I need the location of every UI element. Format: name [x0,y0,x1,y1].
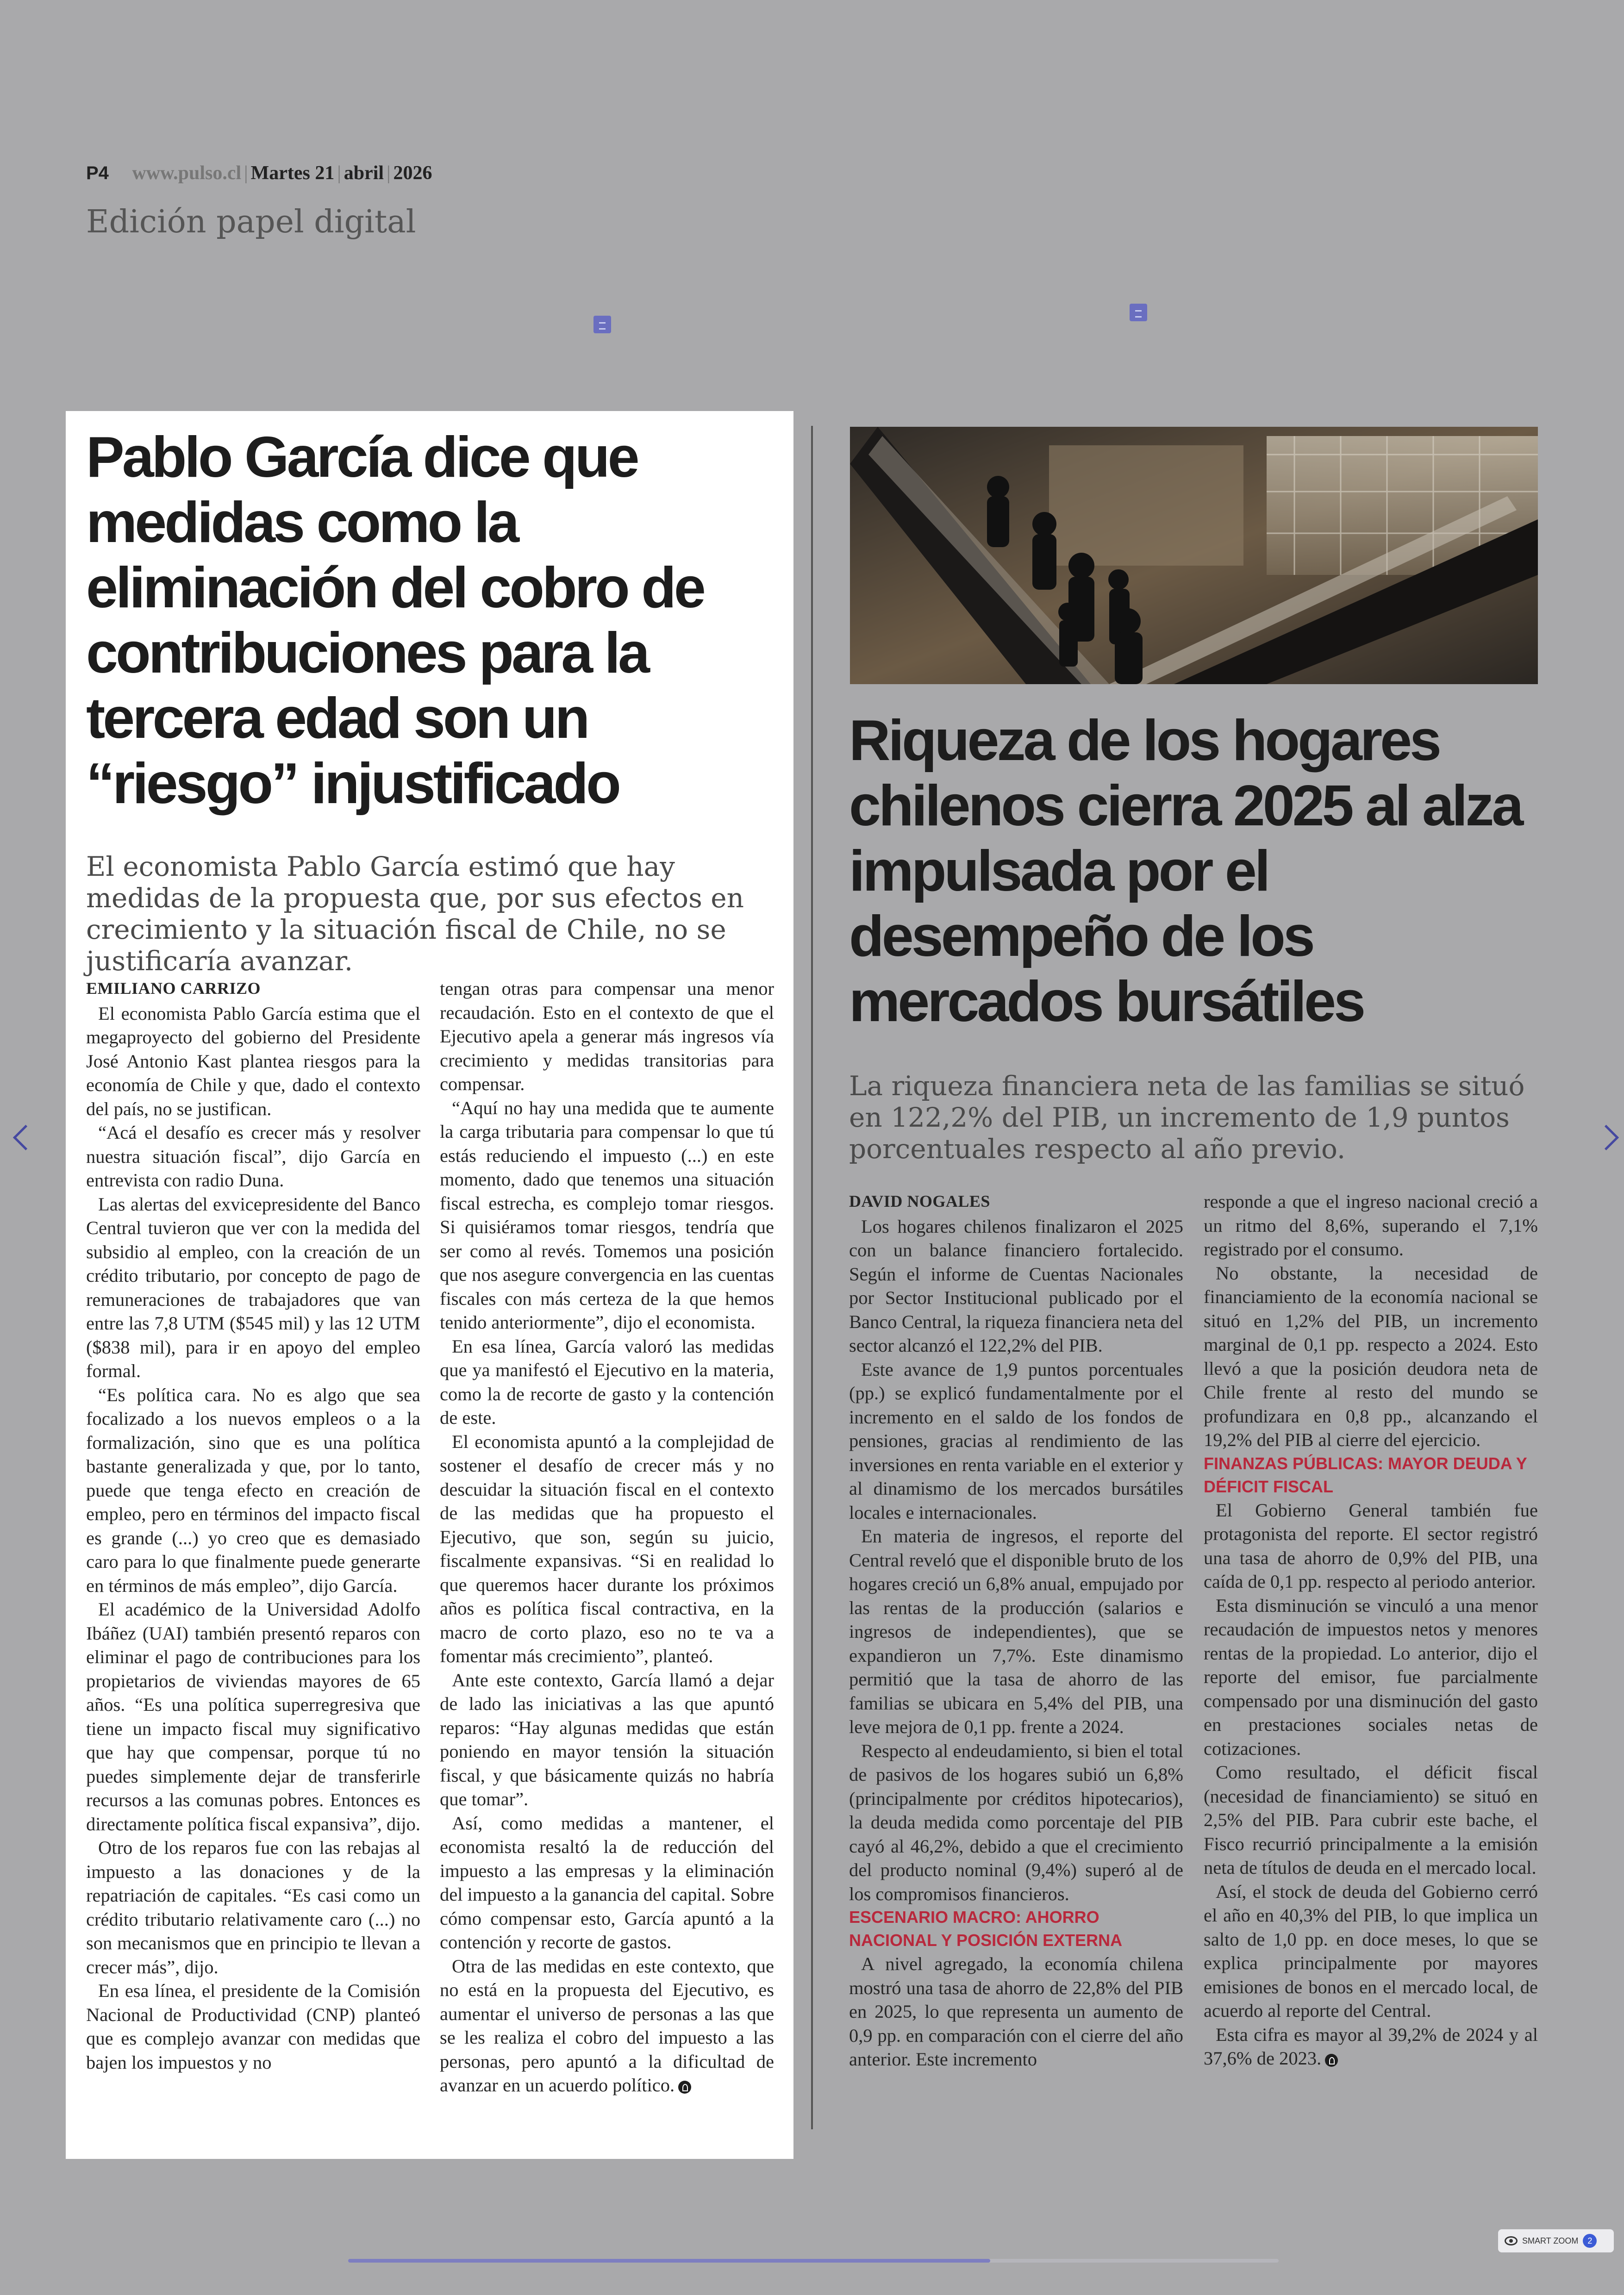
paragraph: No obstante, la necesidad de financiamiento de la economía nacional se situó en 1,2% del PIB, un incremento marginal de 0,1 pp. respecto a 2024. Esto llevó a que la posición deudora neta de Chile frente al resto del mundo se profundizara en 0,8 pp., alcanzando el 19,2% del PIB al cierre del ejercicio. [1204,1262,1538,1450]
article-column-1 [86,977,420,2074]
smart-zoom-label: SMART ZOOM [1522,2236,1579,2245]
subhead-finanzas: FINANZAS PÚBLICAS: MAYOR DEUDA Y DÉFICIT FISCAL [1204,1453,1527,1496]
article-photo [850,427,1538,684]
article-link-marker-icon[interactable] [1130,304,1147,321]
paragraph: En esa línea, el presidente de la Comisión Nacional de Productividad (CNP) planteó que es complejo avanzar con medidas que bajen los impuestos y no [86,1980,420,2073]
smart-zoom-count-badge: 2 [1583,2234,1597,2248]
eye-icon [1505,2236,1518,2245]
paragraph: A nivel agregado, la economía chilena mostró una tasa de ahorro de 22,8% del PIB en 2025, lo que representa un aumento de 0,9 pp. en comparación con el cierre del año anterior. Este incremento [849,1953,1183,2070]
previous-page-icon[interactable] [13,1125,38,1150]
paragraph: Las alertas del exvicepresidente del Banco Central tuvieron que ver con la medida del subsidio al empleo, con la creación de un crédito tributario, por concepto de pago de remuneraciones de trabajadores que van entre las 7,8 UTM ($545 mil) y las 12 UTM ($838 mil), para ir en apoyo del empleo formal. [86,1193,420,1381]
paragraph: Así, como medidas a mantener, el economista resaltó la de reducción del impuesto a las empresas y la eliminación del impuesto a la ganancia del capital. Sobre cómo compensar esto, García apuntó a la contención y recorte de gastos. [440,1812,774,1952]
paragraph: El Gobierno General también fue protagonista del reporte. El sector registró una tasa de ahorro de 0,9% del PIB, una caída de 0,1 pp. respecto al periodo anterior. [1204,1499,1538,1592]
article-deck-right: La riqueza financiera neta de las familias se situó en 122,2% del PIB, un incremento de 1,9 puntos porcentuales respecto al año previo. [849,1070,1525,1165]
end-mark-icon [678,2081,691,2094]
date-month: abril [344,162,384,184]
column-divider [811,426,813,2129]
edition-label: Edición papel digital [86,204,416,240]
article-column-2 [440,977,774,2097]
paragraph: El académico de la Universidad Adolfo Ibáñez (UAI) también presentó reparos con eliminar el pago de contribuciones para los propietarios de viviendas mayores de 65 años. “Es una política superregresiva que tiene un impacto fiscal muy significativo que hay que compensar, porque tú no puedes simplemente dejar de transferirle recursos a las comunas pobres. Entonces es directamente política fiscal expansiva”, dijo. [86,1599,420,1834]
paragraph: En esa línea, García valoró las medidas que ya manifestó el Ejecutivo en la materia, como la de recorte de gasto y la contención de este. [440,1335,774,1428]
paragraph: El economista Pablo García estima que el megaproyecto del gobierno del Presidente José Antonio Kast plantea riesgos para la economía de Chile y que, dado el contexto del país, no se justifican. [86,1003,420,1119]
article-deck: El economista Pablo García estimó que hay medidas de la propuesta que, por sus efectos en crecimiento y la situación fiscal de Chile, no se justificaría avanzar. [86,851,744,977]
paragraph: Respecto al endeudamiento, si bien el total de pasivos de los hogares subió un 6,8% (principalmente por créditos hipotecarios), la deuda medida como porcentaje del PIB cayó al 46,2%, debido a que el crecimiento del producto nominal (9,4%) superó al de los compromisos financieros. [849,1740,1183,1904]
paragraph: Los hogares chilenos finalizaron el 2025 con un balance financiero fortalecido. Según el informe de Cuentas Nacionales por Sector Institucional publicado por el Banco Central, la riqueza financiera neta del sector alcanzó el 122,2% del PIB. [849,1216,1183,1356]
subhead-macro: ESCENARIO MACRO: AHORRO NACIONAL Y POSICIÓN EXTERNA [849,1908,1123,1950]
left-article[interactable] [66,411,793,2159]
right-article-column-2 [1204,1190,1538,2070]
article-title: Pablo García dice que medidas como la eliminación del cobro de contribuciones para la tercera edad son un “riesgo” injustificado [86,425,704,816]
article-title-right[interactable]: Riqueza de los hogares chilenos cierra 2025 al alza impulsada por el desempeño de los mercados bursátiles [849,709,1522,1034]
paragraph-last: Esta cifra es mayor al 39,2% de 2024 y al 37,6% de 2023. [1204,2024,1538,2069]
next-page-icon[interactable] [1593,1125,1619,1150]
paragraph: tengan otras para compensar una menor recaudación. Esto en el contexto de que el Ejecutivo apela a generar más ingresos vía crecimiento y medidas transitorias para compensar. [440,978,774,1094]
paragraph: Ante este contexto, García llamó a dejar de lado las iniciativas a las que apuntó reparos: “Hay algunas medidas que están poniendo en mayor tensión la situación fiscal, y que básicamente quizás no habría que tomar”. [440,1669,774,1809]
paragraph: Otro de los reparos fue con las rebajas al impuesto a las donaciones y de la repatriación de capitales. “Es casi como un crédito tributario relativamente caro (...) no son mecanismos que en principio te llevan a crecer más”, dijo. [86,1837,420,1977]
paragraph-last: Otra de las medidas en este contexto, que no está en la propuesta del Ejecutivo, es aumentar el universo de personas a las que se les realiza el cobro del impuesto a las personas, pero apuntó a la dificultad de avanzar en un acuerdo político. [440,1955,774,2095]
paragraph: Como resultado, el déficit fiscal (necesidad de financiamiento) se situó en 2,5% del PIB. Para cubrir este bache, el Fisco recurrió principalmente a la emisión neta de títulos de deuda en el mercado local. [1204,1762,1538,1878]
page-scrollbar-thumb[interactable] [348,2259,990,2263]
paragraph: “Es política cara. No es algo que sea focalizado a los nuevos empleos o a la formalización, sino que es una política bastante generalizada y que, por lo tanto, puede que tenga efecto en creación de empleo, pero en términos del impacto fiscal es grande (...) yo creo que es demasiado caro para lo que finalmente puede generarte en términos de más empleo”, dijo García. [86,1384,420,1596]
paragraph: En materia de ingresos, el reporte del Central reveló que el disponible bruto de los hogares creció un 6,8% anual, empujado por las rentas de la producción (salarios e ingresos de independientes), que se expandieron un 7,7%. Este dinamismo permitió que la tasa de ahorro de las familias se ubicara en 5,4% del PIB, una leve mejora de 0,1 pp. frente a 2024. [849,1526,1183,1737]
paragraph: “Acá el desafío es crecer más y resolver nuestra situación fiscal”, dijo García en entrevista con radio Duna. [86,1122,420,1191]
paragraph: Este avance de 1,9 puntos porcentuales (pp.) se explicó fundamentalmente por el incremento en el saldo de los fondos de pensiones, gracias al rendimiento de las inversiones en renta variable en el exterior y al dinamismo de los mercados bursátiles locales e internacionales. [849,1359,1183,1523]
site-url[interactable]: www.pulso.cl [132,162,242,184]
end-mark-icon [1325,2054,1338,2067]
article-link-marker-icon[interactable] [593,316,611,333]
paragraph: Esta disminución se vinculó a una menor recaudación de impuestos netos y menores rentas de la propiedad. Lo anterior, dijo el reporte del emisor, fue parcialmente compensado por una disminución del gasto en prestaciones sociales netas de cotizaciones. [1204,1595,1538,1759]
page-number: P4 [86,163,109,183]
page-scrollbar[interactable] [348,2259,1279,2263]
paragraph: responde a que el ingreso nacional creció a un ritmo del 8,6%, superando el 7,1% registrado por el consumo. [1204,1191,1538,1260]
byline: EMILIANO CARRIZO [86,979,261,998]
smart-zoom-button[interactable] [1498,2229,1614,2252]
right-article-column-1 [849,1190,1183,2071]
paragraph: “Aquí no hay una medida que te aumente la carga tributaria para compensar lo que tú estás reduciendo el impuesto (...) en este momento, dado que tenemos una situación fiscal estrecha, es complejo tomar riesgos. Si quisiéramos tomar riesgos, tendría que ser como al revés. Tomemos una posición que nos asegure convergencia en las cuentas fiscales con más certeza de la que hemos tenido anteriormente”, dijo el economista. [440,1097,774,1333]
byline-right: DAVID NOGALES [849,1192,990,1210]
paragraph: El economista apuntó a la complejidad de sostener el desafío de crecer más y no descuidar la situación fiscal en el contexto de las medidas que ha propuesto el Ejecutivo, que son, según su juicio, fiscalmente expansivas. “Si en realidad lo que queremos hacer durante los próximos años es política fiscal contractiva, en la macro de corto plazo, eso no te va a fomentar más crecimiento”, planteó. [440,1431,774,1666]
paragraph: Así, el stock de deuda del Gobierno cerró el año en 40,3% del PIB, lo que implica un salto de 1,0 pp. en doce meses, lo que se explica principalmente por mayores emisiones de bonos en el mercado local, de acuerdo al reporte del Central. [1204,1881,1538,2021]
date-day: Martes 21 [250,162,335,184]
page-header: P4 www.pulso.cl | Martes 21 | abril | 2026 [86,162,432,184]
date-year: 2026 [393,162,432,184]
